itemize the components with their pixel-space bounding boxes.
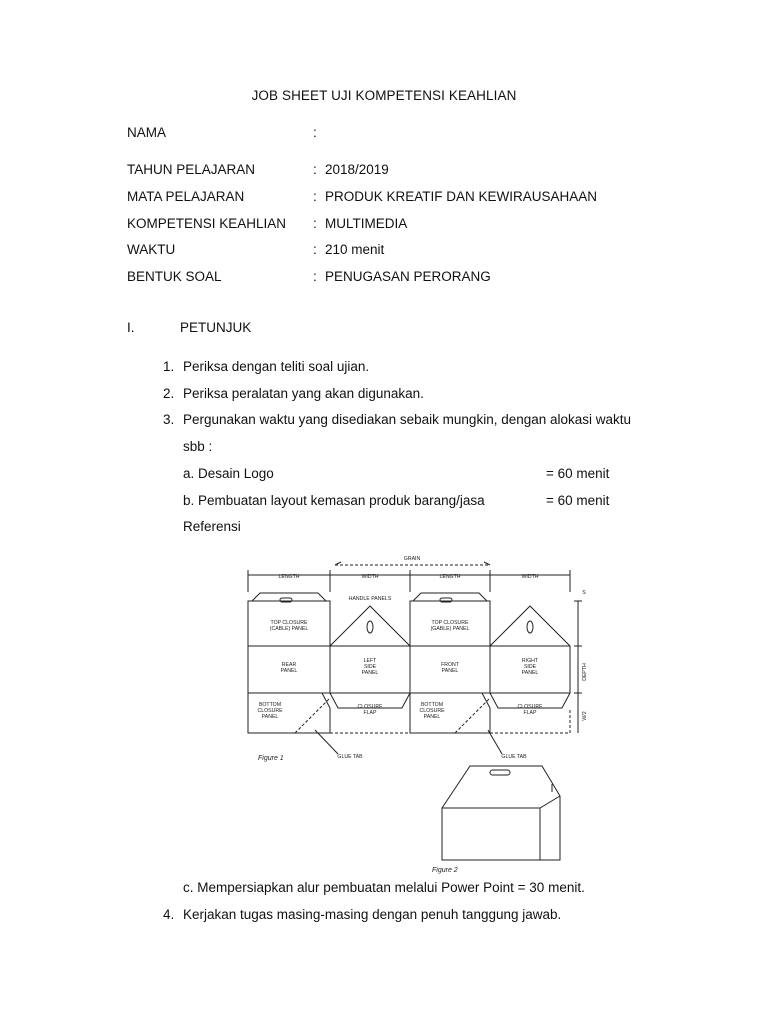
field-value: PRODUK KREATIF DAN KEWIRAUSAHAAN — [325, 189, 598, 204]
dieline-svg — [240, 548, 592, 876]
panel-label: PANEL — [441, 668, 459, 674]
field-colon: : — [313, 242, 317, 257]
dim-label: WIDTH — [521, 574, 539, 580]
panel-label: PANEL — [361, 670, 379, 676]
subitem-b — [183, 493, 610, 508]
panel-label: BOTTOM — [258, 702, 282, 708]
field-label: NAMA — [127, 125, 167, 140]
list-item-number: 3. — [163, 412, 175, 427]
dim-label: LENGTH — [278, 574, 300, 580]
glue-tab-label: GLUE TAB — [337, 754, 363, 760]
panel-label: CLOSURE — [357, 704, 383, 710]
panel-label: FRONT — [441, 662, 459, 668]
field-colon: : — [313, 269, 317, 284]
list-item-continuation: sbb : — [183, 439, 213, 454]
glue-tab-label: GLUE TAB — [501, 754, 527, 760]
list-item-text: Periksa dengan teliti soal ujian. — [183, 359, 370, 374]
field-colon: : — [313, 189, 317, 204]
panel-label: PANEL — [261, 714, 279, 720]
panel-label: TOP CLOSURE — [431, 620, 469, 626]
subitem-a — [183, 466, 610, 481]
list-item-number: 2. — [163, 386, 175, 401]
field-value: 2018/2019 — [325, 162, 389, 177]
panel-label: FLAP — [363, 710, 377, 716]
panel-label: SIDE — [523, 664, 537, 670]
panel-label: CLOSURE — [517, 704, 543, 710]
field-colon: : — [313, 216, 317, 231]
field-value: MULTIMEDIA — [325, 216, 408, 231]
panel-label: PANEL — [280, 668, 298, 674]
figure-1-caption: Figure 1 — [258, 755, 284, 762]
dim-label: WIDTH — [361, 574, 379, 580]
panel-label: PANEL — [423, 714, 441, 720]
list-item-number: 1. — [163, 359, 175, 374]
subitem-time: = 60 menit — [546, 466, 610, 481]
panel-label: CLOSURE — [257, 708, 283, 714]
panel-label: SIDE — [363, 664, 377, 670]
depth-label: DEPTH — [582, 663, 588, 681]
field-value: 210 menit — [325, 242, 385, 257]
box-dieline-figure — [240, 548, 592, 876]
panel-label: (GABLE) PANEL — [430, 626, 470, 632]
section-title: PETUNJUK — [180, 320, 252, 335]
panel-label: LEFT — [363, 658, 377, 664]
panel-label: FLAP — [523, 710, 537, 716]
field-label: KOMPETENSI KEAHLIAN — [127, 216, 287, 231]
field-value: PENUGASAN PERORANG — [325, 269, 491, 284]
field-label: WAKTU — [127, 242, 176, 257]
field-colon: : — [313, 125, 317, 140]
list-item-text: Kerjakan tugas masing-masing dengan penuh tanggung jawab. — [183, 907, 562, 922]
panel-label: CLOSURE — [419, 708, 445, 714]
page-title: JOB SHEET UJI KOMPETENSI KEAHLIAN — [251, 88, 517, 103]
panel-label: BOTTOM — [420, 702, 444, 708]
panel-label: RIGHT — [521, 658, 539, 664]
subitem-text: b. Pembuatan layout kemasan produk barang/jasa — [183, 493, 485, 508]
subitem-c: c. Mempersiapkan alur pembuatan melalui Power Point = 30 menit. — [183, 880, 585, 895]
list-item-text: Pergunakan waktu yang disediakan sebaik mungkin, dengan alokasi waktu — [183, 412, 632, 427]
field-colon: : — [313, 162, 317, 177]
section-number: I. — [127, 320, 135, 335]
list-item-text: Periksa peralatan yang akan digunakan. — [183, 386, 424, 401]
dim-label: LENGTH — [439, 574, 461, 580]
figure-2-caption: Figure 2 — [432, 867, 458, 874]
panel-label: TOP CLOSURE — [270, 620, 308, 626]
field-label: TAHUN PELAJARAN — [127, 162, 256, 177]
reference-label: Referensi — [183, 519, 241, 534]
panel-label: (CABLE) PANEL — [269, 626, 309, 632]
field-label: BENTUK SOAL — [127, 269, 222, 284]
subitem-time: = 60 menit — [546, 493, 610, 508]
list-item-number: 4. — [163, 907, 175, 922]
handle-label: HANDLE PANELS — [348, 596, 392, 602]
grain-label: GRAIN — [403, 556, 421, 562]
field-label: MATA PELAJARAN — [127, 189, 245, 204]
w2-label: W/2 — [582, 711, 588, 721]
panel-label: REAR — [281, 662, 297, 668]
panel-label: PANEL — [521, 670, 539, 676]
subitem-text: a. Desain Logo — [183, 466, 274, 481]
s-label: S — [582, 590, 586, 596]
